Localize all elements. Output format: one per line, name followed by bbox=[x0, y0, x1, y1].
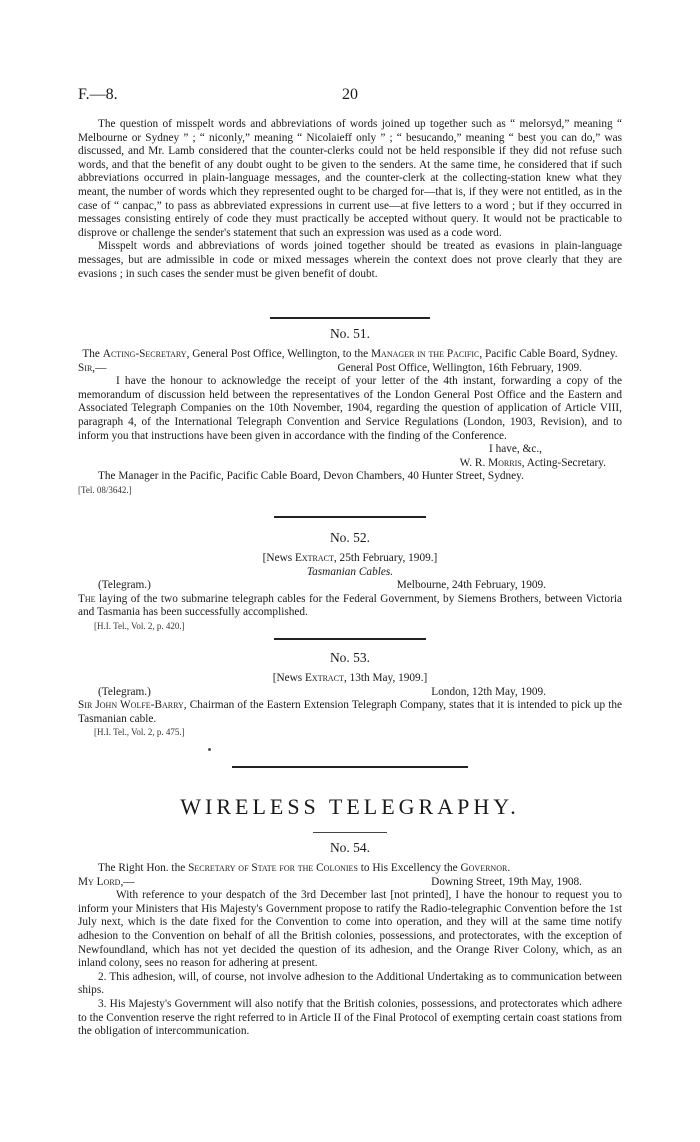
no53-source-date: , 13th May, 1909.] bbox=[343, 672, 428, 684]
no52-kind-row bbox=[78, 579, 622, 593]
no54-title bbox=[78, 862, 622, 876]
no54-title-recipient: Governor bbox=[460, 862, 508, 874]
no53-lead: Sir John Wolfe-Barry bbox=[78, 699, 184, 712]
print-speck bbox=[208, 748, 211, 751]
no51-closing: I have, &c., bbox=[488, 443, 542, 456]
no51-signature-name: Morris bbox=[488, 456, 522, 469]
no51-salutation: Sir,— bbox=[78, 361, 107, 374]
no52-body: laying of the two submarine telegraph cables for the Federal Government, by Siemens Brothers, between Victoria and Tasmania has been successfully accomplished. bbox=[78, 592, 622, 619]
no53-body: , Chairman of the Eastern Extension Telegraph Company, states that it is intended to pick up the Tasmanian cable. bbox=[78, 699, 622, 725]
document-reference: F.—8. bbox=[78, 86, 118, 103]
no52-source-type: Extract bbox=[294, 552, 334, 564]
intro-paragraph-2: Misspelt words and abbreviations of words joined together should be treated as evasions in plain-language messages, but are admissible in code or mixed messages wherein the context does not prove clearly that they are evasions ; in such cases the sender must be given benefit of doubt. bbox=[78, 240, 622, 280]
no53-body-paragraph bbox=[78, 699, 622, 726]
no51-tel-ref: [Tel. 08/3642.] bbox=[78, 484, 132, 495]
no51-addressee: The Manager in the Pacific, Pacific Cable Board, Devon Chambers, 40 Hunter Street, Sydney. bbox=[98, 470, 524, 483]
no54-salutation-row bbox=[78, 876, 622, 890]
no53-source-type: Extract bbox=[305, 672, 344, 684]
no54-heading: No. 54. bbox=[329, 840, 371, 855]
section-divider bbox=[274, 516, 426, 518]
no51-signature bbox=[78, 457, 622, 471]
no52-subtitle: Tasmanian Cables. bbox=[306, 565, 394, 578]
no52-source-lead: [News bbox=[262, 552, 293, 564]
no54-title-mid: to His Excellency the bbox=[357, 862, 458, 874]
no51-title-recipient: Manager in the Pacific bbox=[371, 348, 480, 360]
no54-title-end: . bbox=[507, 862, 511, 874]
no52-heading: No. 52. bbox=[329, 530, 371, 545]
no54-section bbox=[78, 862, 622, 1039]
no53-kind: (Telegram.) bbox=[98, 685, 151, 698]
no51-title bbox=[78, 348, 622, 362]
no52-ref: [H.I. Tel., Vol. 2, p. 420.] bbox=[94, 620, 185, 631]
no51-body: I have the honour to acknowledge the receipt of your letter of the 4th instant, forwarding a copy of the memorandum of discussion held between the representatives of the London General Post Office and the Eastern and Associated Telegraph Companies on the 10th November, 1904, regarding the question of application of Article VIII, paragraph 4, of the International Telegraph Convention and Service Regulations (London, 1903, Revision), and to inform you that instructions have been given in accordance with the finding of the Conference. bbox=[78, 375, 622, 442]
no53-heading: No. 53. bbox=[329, 650, 371, 665]
intro-section bbox=[78, 118, 622, 281]
no54-paragraph-1: With reference to your despatch of the 3rd December last [not printed], I have the honour to request you to inform your Ministers that His Majesty's Government propose to ratify the Radio-telegraphic Convention before the 1st July next, which is the date fixed for the Convention to come into operation, and they will at the same time notify adhesion to the Convention on behalf of all the British colonies, possessions, and protectorates, with the exception of Newfoundland, which has not yet decided the question of its adhesion, and the Orange River Colony, which, as an inland colony, sees no reason for adhering at present. bbox=[78, 889, 622, 970]
section-divider bbox=[274, 638, 426, 640]
page-number: 20 bbox=[342, 86, 358, 103]
no52-section bbox=[78, 552, 622, 634]
no51-signature-initials: W. R. bbox=[459, 456, 486, 469]
no51-title-end: , Pacific Cable Board, Sydney. bbox=[479, 348, 618, 360]
section-divider bbox=[270, 317, 430, 319]
no51-salutation-row bbox=[78, 362, 622, 376]
no54-salutation: My Lord,— bbox=[78, 875, 135, 888]
no51-title-mid: , General Post Office, Wellington, to the bbox=[186, 348, 369, 360]
section-divider bbox=[232, 766, 468, 768]
no53-kind-row bbox=[78, 686, 622, 700]
page-header bbox=[78, 86, 622, 106]
no54-date-line: Downing Street, 19th May, 1908. bbox=[431, 875, 582, 888]
no53-date-line: London, 12th May, 1909. bbox=[431, 685, 546, 698]
no52-source bbox=[78, 552, 622, 566]
no53-ref: [H.I. Tel., Vol. 2, p. 475.] bbox=[94, 727, 185, 738]
no53-source bbox=[78, 672, 622, 686]
no52-kind: (Telegram.) bbox=[98, 579, 151, 592]
no52-source-date: , 25th February, 1909.] bbox=[333, 552, 438, 564]
intro-paragraph-1: The question of misspelt words and abbreviations of words joined up together such as “ melorsyd,” meaning “ Melbourne or Sydney ” ; “ niconly,” meaning “ Nicolaieff only ” ; “ besucando,” meaning “ best you can do,” was discussed, and Mr. Lamb considered that the counter-clerks could not be held responsible if they did not refuse such words, and that the benefit of any doubt ought to be given to the senders. At the same time, he considered that if such abbreviations occurred in plain-language messages, and the counter-clerk at the collecting-station knew what they meant, the number of words which they represented ought to be charged for—that is, if they were not entitled, as in the case of “ canpac,” to pass as abbreviated expressions in current use—at five letters to a word ; but if they occurred in messages consisting entirely of code they must practically be accepted without query. It would not be practicable to disprove or challenge the sender's statement that such an expression was used as a code word. bbox=[78, 118, 622, 239]
no52-lead: The bbox=[78, 592, 96, 605]
no51-section bbox=[78, 348, 622, 498]
no54-title-sender: Secretary of State for the Colonies bbox=[188, 862, 358, 874]
no54-paragraph-2: 2. This adhesion, will, of course, not involve adhesion to the Additional Undertaking as to communication between ships. bbox=[78, 970, 622, 997]
no54-paragraph-3: 3. His Majesty's Government will also notify that the British colonies, possessions, and protectorates which adhere to the Convention reserve the right referred to in Article II of the Final Protocol of exempting certain coast stations from the obligation of intercommunication. bbox=[78, 997, 622, 1038]
no51-heading: No. 51. bbox=[329, 326, 371, 341]
no51-title-lead: The bbox=[82, 348, 100, 360]
no51-date-line: General Post Office, Wellington, 16th February, 1909. bbox=[337, 361, 582, 374]
no51-signature-title: , Acting-Secretary. bbox=[521, 456, 606, 469]
no51-title-sender: Acting-Secretary bbox=[102, 348, 187, 360]
no53-source-lead: [News bbox=[272, 672, 303, 684]
no52-date-line: Melbourne, 24th February, 1909. bbox=[396, 579, 546, 592]
title-underline bbox=[313, 832, 387, 833]
no54-title-lead: The Right Hon. the bbox=[98, 862, 186, 874]
no53-section bbox=[78, 672, 622, 740]
no52-body-paragraph bbox=[78, 593, 622, 620]
section-title: WIRELESS TELEGRAPHY. bbox=[180, 794, 520, 819]
